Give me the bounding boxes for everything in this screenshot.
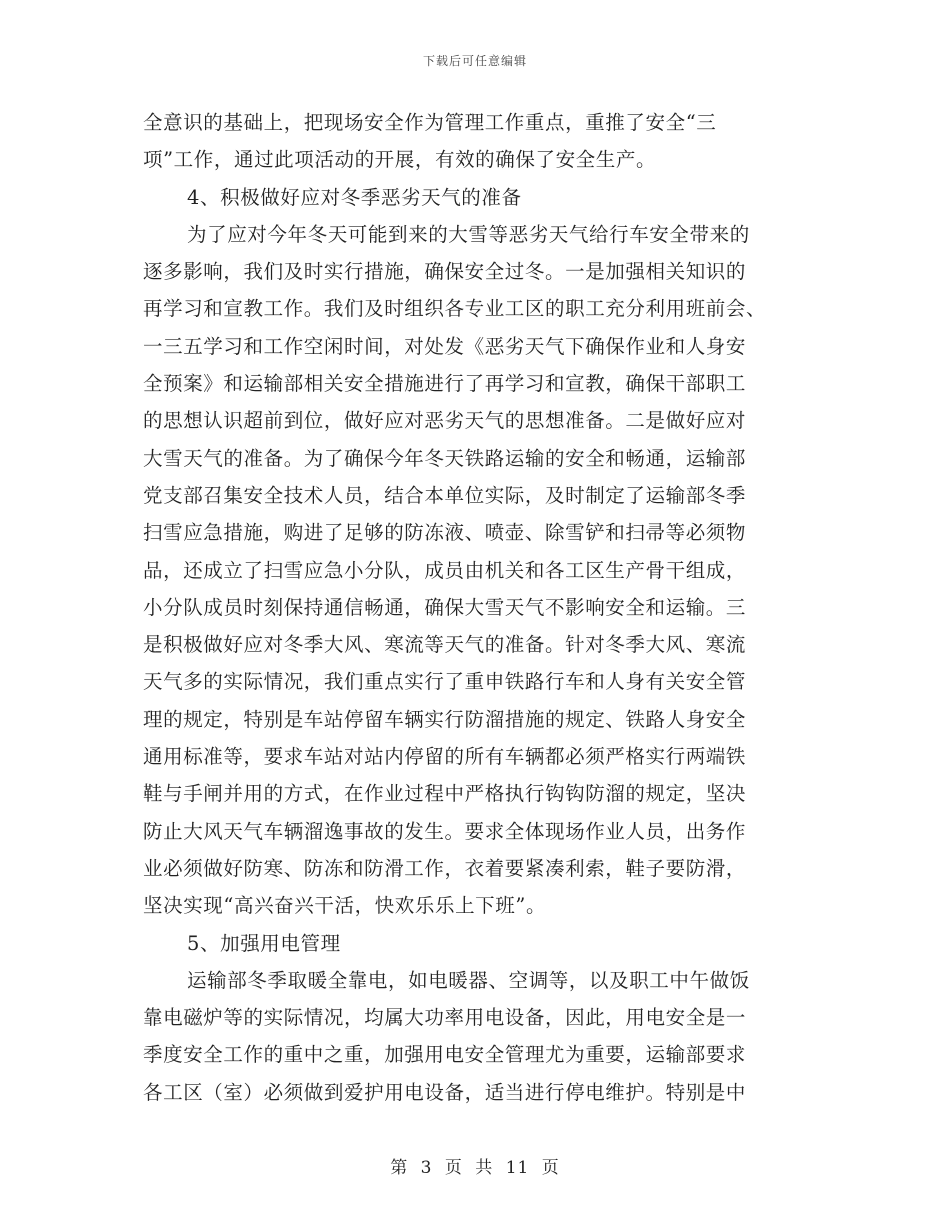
- text-line: 天气多的实际情况，我们重点实行了重申铁路行车和人身有关安全管: [143, 670, 747, 694]
- text-line: 全意识的基础上，把现场安全作为管理工作重点，重推了安全“三: [143, 111, 717, 134]
- footer-word-gong: 共: [475, 1158, 494, 1178]
- text-line: 再学习和宣教工作。我们及时组织各专业工区的职工充分利用班前会、: [143, 297, 767, 321]
- text-line: 是积极做好应对冬季大风、寒流等天气的准备。针对冬季大风、寒流: [143, 633, 747, 657]
- text-line: 防止大风天气车辆溜逸事故的发生。要求全体现场作业人员，出务作: [143, 819, 747, 843]
- text-line: 业必须做好防寒、防冻和防滑工作，衣着要紧凑利索，鞋子要防滑，: [143, 856, 747, 880]
- document-body: [143, 104, 808, 1111]
- text-line: 逐多影响，我们及时实行措施，确保安全过冬。一是加强相关知识的: [143, 260, 747, 284]
- text-line: 靠电磁炉等的实际情况，均属大功率用电设备，因此，用电安全是一: [143, 1006, 747, 1030]
- text-line: 品，还成立了扫雪应急小分队，成员由机关和各工区生产骨干组成，: [143, 558, 747, 582]
- total-page-count: 11: [505, 1158, 530, 1178]
- text-line: 季度安全工作的重中之重，加强用电安全管理尤为重要，运输部要求: [143, 1043, 747, 1067]
- text-line: 通用标准等，要求车站对站内停留的所有车辆都必须严格实行两端铁: [143, 745, 747, 769]
- text-line: 大雪天气的准备。为了确保今年冬天铁路运输的安全和畅通，运输部: [143, 446, 747, 470]
- text-line: 为了应对今年冬天可能到来的大雪等恶劣天气给行车安全带来的: [187, 222, 750, 246]
- text-line: 理的规定，特别是车站停留车辆实行防溜措施的规定、铁路人身安全: [143, 707, 747, 731]
- text-line: 全预案》和运输部相关安全措施进行了再学习和宣教，确保干部职工: [143, 372, 747, 396]
- text-line: 各工区（室）必须做到爱护用电设备，适当进行停电维护。特别是中: [143, 1080, 747, 1104]
- current-page-number: 3: [420, 1158, 433, 1178]
- text-line: 小分队成员时刻保持通信畅通，确保大雪天气不影响安全和运输。三: [143, 595, 747, 619]
- text-line: 项”工作，通过此项活动的开展，有效的确保了安全生产。: [143, 148, 657, 172]
- text-line: 鞋与手闸并用的方式，在作业过程中严格执行钩钩防溜的规定，坚决: [143, 782, 747, 806]
- page-footer: [0, 1153, 950, 1178]
- footer-word-ye: 页: [444, 1158, 463, 1178]
- text-line: 一三五学习和工作空闲时间，对处发《恶劣天气下确保作业和人身安: [143, 334, 747, 358]
- text-line: 扫雪应急措施，购进了足够的防冻液、喷壶、除雪铲和扫帚等必须物: [143, 521, 747, 545]
- text-line: 党支部召集安全技术人员，结合本单位实际，及时制定了运输部冬季: [143, 483, 747, 507]
- footer-word-di: 第: [390, 1158, 409, 1178]
- page-header: 下载后可任意编辑: [422, 54, 527, 68]
- text-line: 5、加强用电管理: [187, 931, 341, 955]
- footer-word-ye-2: 页: [541, 1158, 560, 1178]
- text-line: 的思想认识超前到位，做好应对恶劣天气的思想准备。二是做好应对: [143, 409, 747, 433]
- text-line: 4、积极做好应对冬季恶劣天气的准备: [187, 185, 522, 209]
- text-line: 坚决实现“高兴奋兴干活，快欢乐乐上下班”。: [143, 894, 547, 918]
- text-line: 运输部冬季取暖全靠电，如电暖器、空调等，以及职工中午做饭: [187, 968, 750, 992]
